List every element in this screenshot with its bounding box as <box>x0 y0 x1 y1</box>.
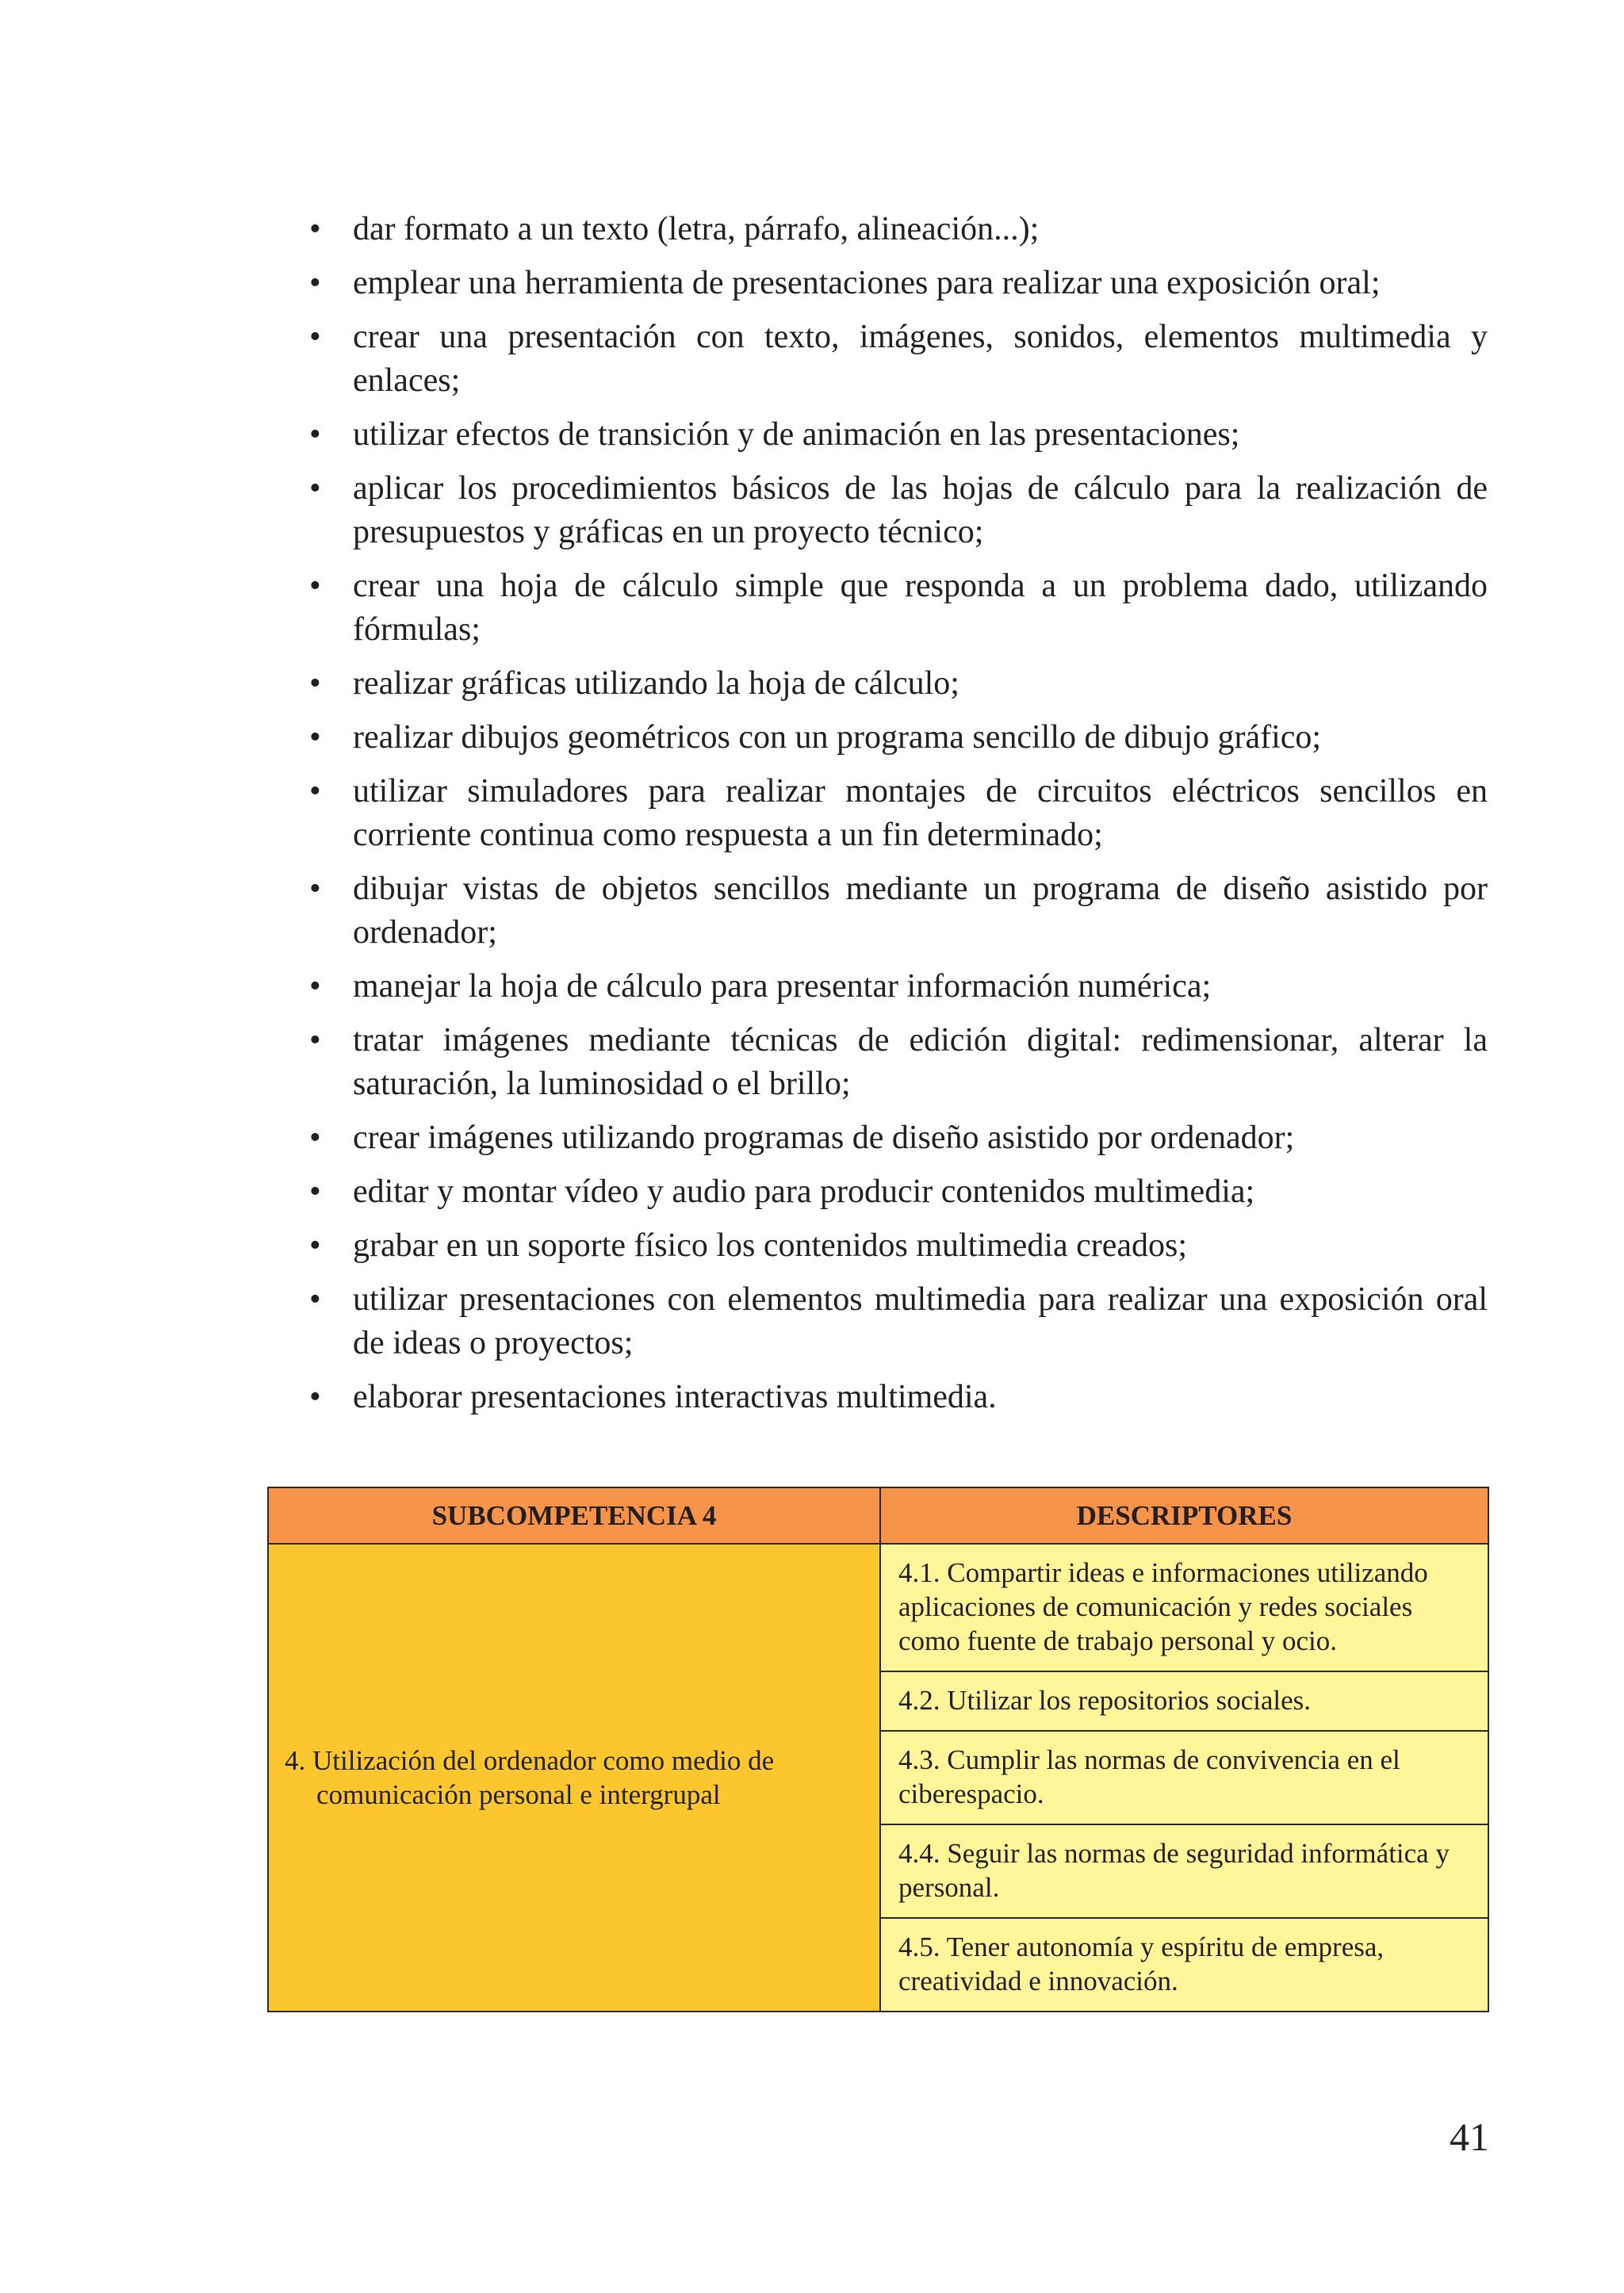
list-item: • tratar imágenes mediante técnicas de edición digital: redimensionar, alterar la saturación, la luminosidad o el brillo; <box>309 1019 1488 1106</box>
list-item: • manejar la hoja de cálculo para presentar información numérica; <box>309 965 1488 1009</box>
list-item: • crear una presentación con texto, imágenes, sonidos, elementos multimedia y enlaces; <box>309 316 1488 403</box>
subcompetencia-cell <box>268 1544 880 2012</box>
descriptor-cell: 4.5. Tener autonomía y espíritu de empresa, creatividad e innovación. <box>880 1918 1488 2012</box>
list-item: • dibujar vistas de objetos sencillos mediante un programa de diseño asistido por ordenador; <box>309 867 1488 955</box>
table-row <box>268 1544 1488 1671</box>
list-item: • realizar gráficas utilizando la hoja de cálculo; <box>309 662 1488 706</box>
descriptor-cell: 4.3. Cumplir las normas de convivencia en el ciberespacio. <box>880 1731 1488 1824</box>
subcompetencia-table <box>267 1487 1489 2012</box>
list-item: • dar formato a un texto (letra, párrafo, alineación...); <box>309 208 1488 251</box>
header-subcompetencia: SUBCOMPETENCIA 4 <box>268 1487 880 1544</box>
list-item: • utilizar presentaciones con elementos multimedia para realizar una exposición oral de ideas o proyectos; <box>309 1278 1488 1365</box>
list-item: • utilizar simuladores para realizar montajes de circuitos eléctricos sencillos en corriente continua como respuesta a un fin determinado; <box>309 770 1488 857</box>
list-item: • aplicar los procedimientos básicos de las hojas de cálculo para la realización de presupuestos y gráficas en un proyecto técnico; <box>309 467 1488 554</box>
list-item: • editar y montar vídeo y audio para producir contenidos multimedia; <box>309 1170 1488 1214</box>
subcompetencia-text: 4. Utilización del ordenador como medio de comunicación personal e intergrupal <box>285 1745 775 1810</box>
list-item: • emplear una herramienta de presentaciones para realizar una exposición oral; <box>309 262 1488 305</box>
bullet-list <box>309 208 1488 1430</box>
header-descriptores: DESCRIPTORES <box>880 1487 1488 1544</box>
list-item: • crear imágenes utilizando programas de diseño asistido por ordenador; <box>309 1116 1488 1160</box>
descriptor-cell: 4.1. Compartir ideas e informaciones utilizando aplicaciones de comunicación y redes sociales como fuente de trabajo personal y ocio. <box>880 1544 1488 1671</box>
page-number: 41 <box>1450 2115 1489 2159</box>
table-header-row <box>268 1487 1488 1544</box>
list-item: • elaborar presentaciones interactivas multimedia. <box>309 1376 1488 1419</box>
descriptor-cell: 4.4. Seguir las normas de seguridad informática y personal. <box>880 1824 1488 1918</box>
list-item: • grabar en un soporte físico los contenidos multimedia creados; <box>309 1224 1488 1268</box>
list-item: • crear una hoja de cálculo simple que responda a un problema dado, utilizando fórmulas; <box>309 565 1488 652</box>
descriptor-cell: 4.2. Utilizar los repositorios sociales. <box>880 1671 1488 1731</box>
list-item: • realizar dibujos geométricos con un programa sencillo de dibujo gráfico; <box>309 716 1488 760</box>
list-item: • utilizar efectos de transición y de animación en las presentaciones; <box>309 413 1488 457</box>
